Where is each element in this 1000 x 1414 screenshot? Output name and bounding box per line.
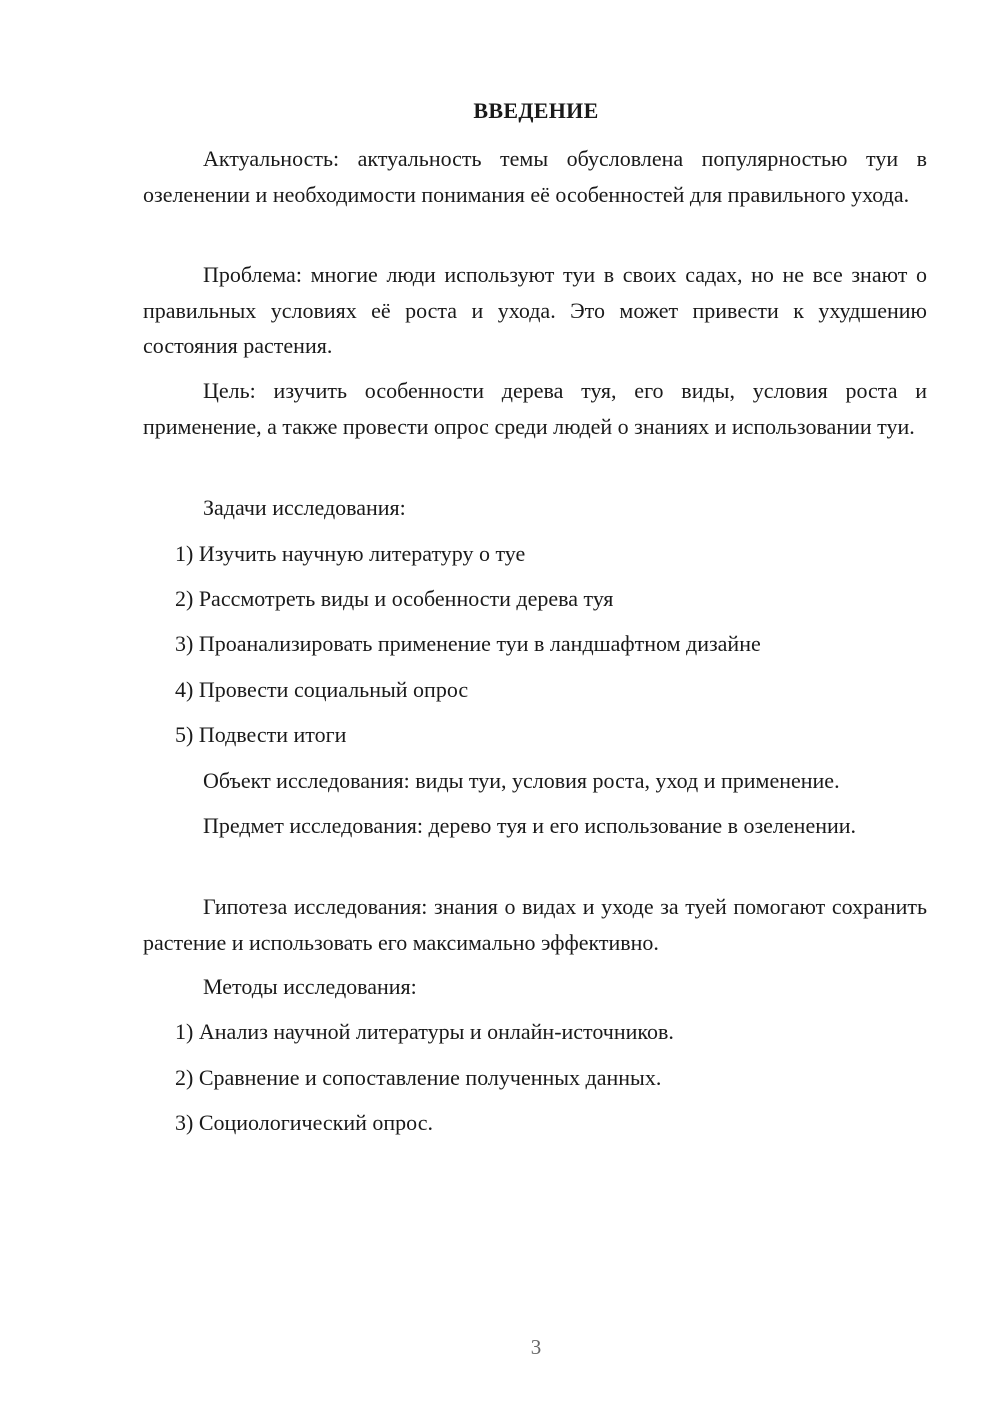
subject-paragraph: Предмет исследования: дерево туя и его использование в озеленении. (203, 813, 857, 838)
methods-heading: Методы исследования: (203, 974, 417, 999)
hypothesis-paragraph: Гипотеза исследования: знания о видах и уходе за туей помогают сохранить растение и использовать его максимально эффективно. (143, 894, 927, 955)
list-item: 1) Анализ научной литературы и онлайн-источников. (175, 1019, 674, 1044)
list-item: 2) Рассмотреть виды и особенности дерева туя (175, 586, 614, 611)
list-item: 5) Подвести итоги (175, 722, 347, 747)
list-item: 4) Провести социальный опрос (175, 677, 469, 702)
list-item: 2) Сравнение и сопоставление полученных данных. (175, 1065, 662, 1090)
goal-paragraph: Цель: изучить особенности дерева туя, его виды, условия роста и применение, а также провести опрос среди людей о знаниях и использовании туи. (143, 378, 927, 439)
page-number: 3 (530, 1335, 542, 1359)
section-title: ВВЕДЕНИЕ (473, 98, 599, 123)
object-paragraph: Объект исследования: виды туи, условия роста, уход и применение. (203, 768, 840, 793)
relevance-paragraph: Актуальность: актуальность темы обусловлена популярностью туи в озеленении и необходимости понимания её особенностей для правильного ухода. (143, 146, 927, 207)
problem-paragraph: Проблема: многие люди используют туи в своих садах, но не все знают о правильных условиях её роста и ухода. Это может привести к ухудшению состояния растения. (143, 262, 927, 358)
list-item: 3) Социологический опрос. (175, 1110, 433, 1135)
tasks-heading: Задачи исследования: (203, 495, 406, 520)
list-item: 1) Изучить научную литературу о туе (175, 541, 526, 566)
list-item: 3) Проанализировать применение туи в ландшафтном дизайне (175, 631, 761, 656)
